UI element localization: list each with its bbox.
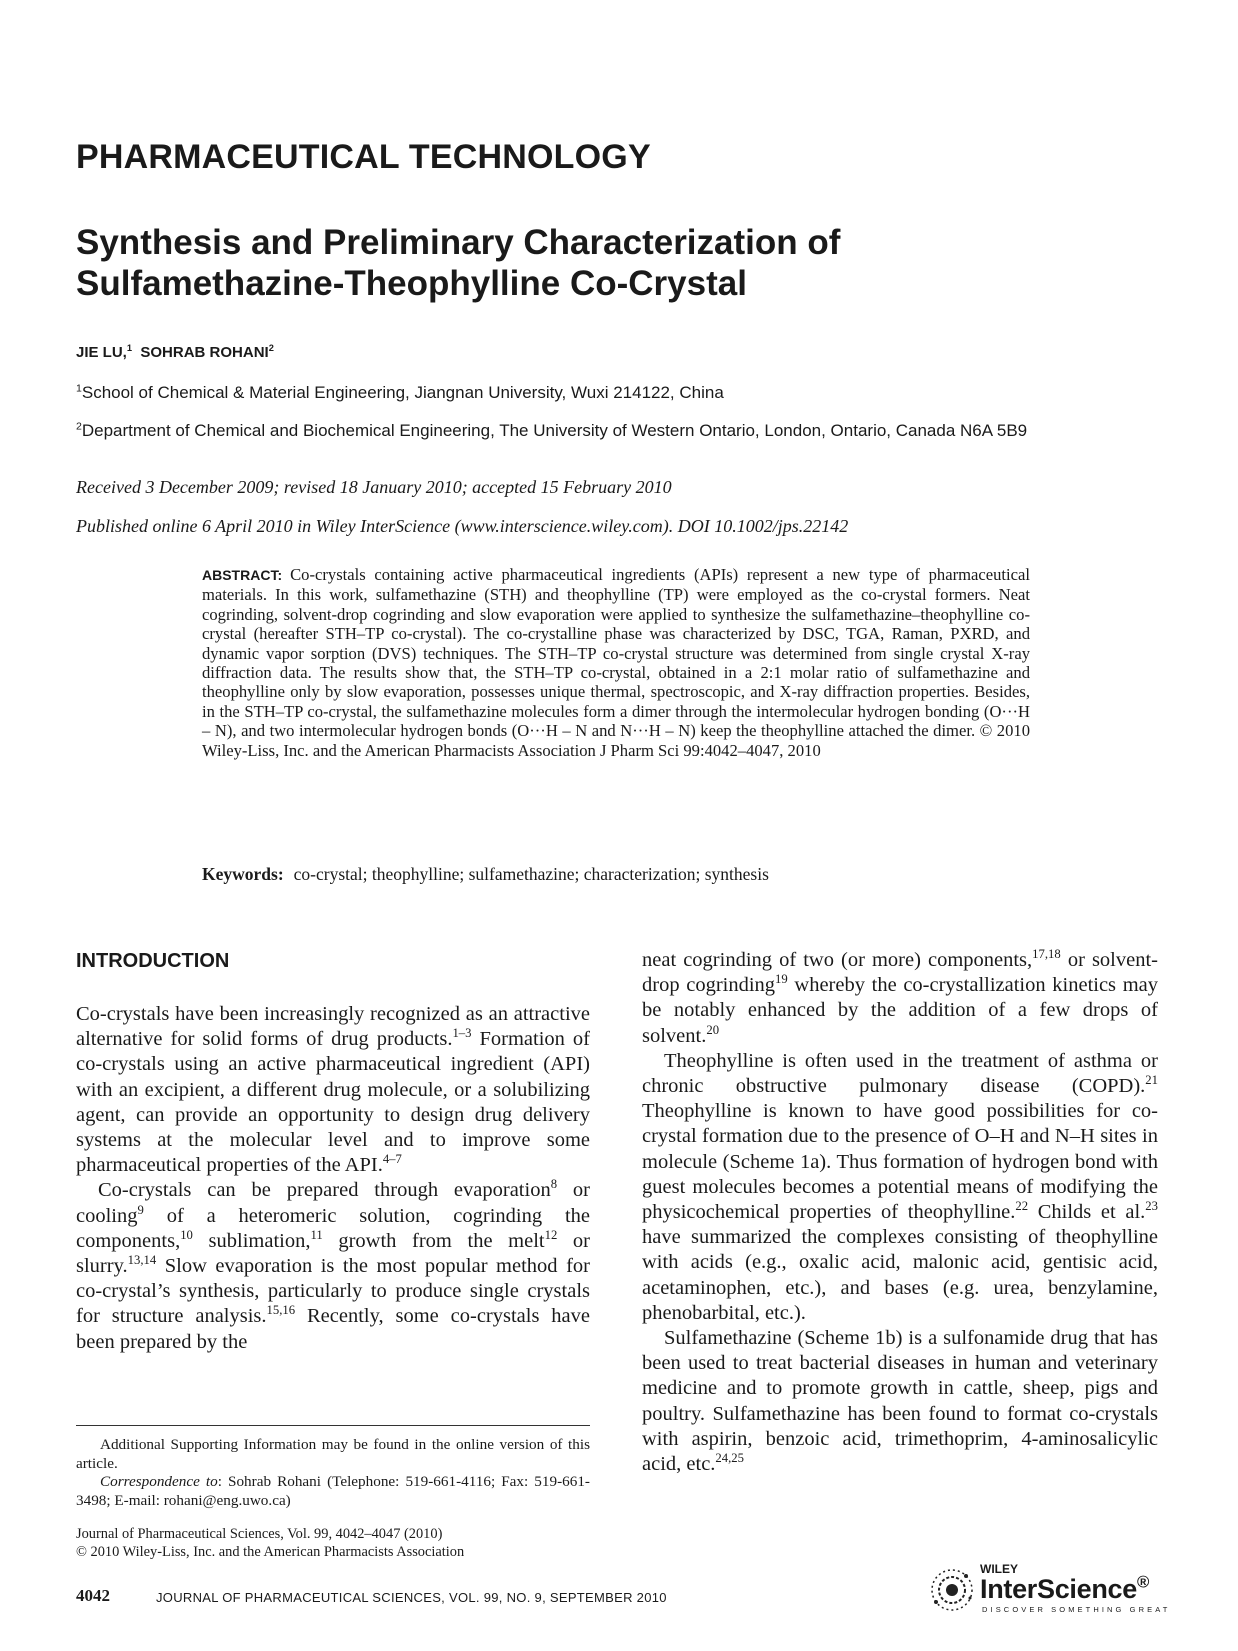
keywords [202, 864, 769, 885]
title-line-2: Sulfamethazine-Theophylline Co-Crystal [76, 264, 747, 303]
footnotes [76, 1436, 590, 1510]
affiliation-text: School of Chemical & Material Engineering, Jiangnan University, Wuxi 214122, China [81, 383, 724, 402]
paragraph: Theophylline is often used in the treatment of asthma or chronic obstructive pulmonary disease (COPD).$^{21}$ Theophylline is known to have good possibilities for co-crystal formation due to the presence of O–H and N–H sites in molecule (Scheme 1a). Thus formation of hydrogen bond with guest molecules becomes a potential means of modifying the physicochemical properties of theophylline.$^{22}$ Childs et al.$^{23}$ have summarized the complexes consisting of theophylline with acids (e.g., oxalic acid, malonic acid, gentisic acid, acetaminophen, etc.), and bases (e.g. urea, benzylamine, phenobarbital, etc.). [642, 1049, 1158, 1324]
affiliation-text: Department of Chemical and Biochemical Engineering, The University of Western Ontario, London, Ontario, Canada N6A 5B9 [81, 421, 1028, 440]
abstract-text: Co-crystals containing active pharmaceutical ingredients (APIs) represent a new type of pharmaceutical materials. In this work, sulfamethazine (STH) and theophylline (TP) were employed as the co-crystal formers. Neat cogrinding, solvent-drop cogrinding and slow evaporation were applied to synthesize the sulfamethazine–theophylline co-crystal (hereafter STH–TP co-crystal). The co-crystalline phase was characterized by DSC, TGA, Raman, PXRD, and dynamic vapor sorption (DVS) techniques. The STH–TP co-crystal structure was determined from single crystal X-ray diffraction data. The results show that, the STH–TP co-crystal, obtained in a 2:1 molar ratio of sulfamethazine and theophylline only by slow evaporation, possesses unique thermal, spectroscopic, and X-ray diffraction properties. Besides, in the STH–TP co-crystal, the sulfamethazine molecules form a dimer through the intermolecular hydrogen bonding (O···H – N), and two intermolecular hydrogen bonds (O···H – N and N···H – N) keep the theophylline attached the dimer. © 2010 Wiley-Liss, Inc. and the American Pharmacists Association J Pharm Sci 99:4042–4047, 2010 [202, 565, 1030, 760]
title-line-1: Synthesis and Preliminary Characterization of [76, 223, 841, 262]
author-sup: 1 [126, 343, 133, 354]
keywords-label: Keywords: [202, 864, 284, 884]
journal-info [76, 1525, 590, 1562]
abstract-label: ABSTRACT: [202, 567, 283, 583]
footnote-supporting: Additional Supporting Information may be found in the online version of this article. [76, 1436, 590, 1472]
paragraph: Co-crystals can be prepared through evaporation$^8$ or cooling$^9$ of a heteromeric solution, cogrinding the components,$^{10}$ sublimation,$^{11}$ growth from the melt$^{12}$ or slurry.$^{13,14}$ Slow evaporation is the most popular method for co-crystal’s synthesis, particularly to produce single crystals for structure analysis.$^{15,16}$ Recently, some co-crystals have been prepared by the [76, 1177, 591, 1353]
article-title [76, 222, 1076, 304]
logo-name: InterScience® [980, 1572, 1150, 1604]
affiliation-sup: 1 [76, 382, 82, 395]
affiliation-1 [76, 383, 724, 403]
journal-citation: Journal of Pharmaceutical Sciences, Vol. 99, 4042–4047 (2010) [76, 1526, 443, 1542]
right-column [642, 948, 1158, 1477]
wiley-globe-icon [932, 1570, 972, 1610]
author-name: JIE LU, [76, 344, 127, 361]
affiliation-2 [76, 421, 1027, 441]
paragraph: Sulfamethazine (Scheme 1b) is a sulfonamide drug that has been used to treat bacterial diseases in human and veterinary medicine and to promote growth in cattle, sheep, pigs and poultry. Sulfamethazine has been found to format co-crystals with aspirin, benzoic acid, trimethoprim, 4-aminosalicylic acid, etc.$^{24,25}$ [642, 1327, 1158, 1476]
author-name: SOHRAB ROHANI [140, 344, 269, 361]
paragraph: Co-crystals have been increasingly recognized as an attractive alternative for solid forms of drug products.$^{1-3}$ Formation of co-crystals using an active pharmaceutical ingredient (API) with an excipient, a different drug molecule, or a solubilizing agent, can provide an opportunity to design drug delivery systems at the molecular level and to improve some pharmaceutical properties of the API.$^{4-7}$ [76, 1003, 590, 1177]
keywords-text: co-crystal; theophylline; sulfamethazine; characterization; synthesis [293, 864, 769, 884]
abstract [202, 565, 1030, 760]
author-sup: 2 [268, 343, 274, 354]
paragraph: neat cogrinding of two (or more) components,$^{17,18}$ or solvent-drop cogrinding$^{19}$ whereby the co-crystallization kinetics may be notably enhanced by the addition of a few drops of solvent.$^{20}$ [642, 947, 1158, 1047]
copyright-notice: © 2010 Wiley-Liss, Inc. and the American Pharmacists Association [76, 1544, 465, 1561]
author-list [76, 344, 274, 361]
logo-tagline: DISCOVER SOMETHING GREAT [982, 1605, 1171, 1614]
section-heading: PHARMACEUTICAL TECHNOLOGY [76, 138, 651, 176]
logo-wiley-text: WILEY [980, 1562, 1018, 1576]
received-dates: Received 3 December 2009; revised 18 January 2010; accepted 15 February 2010 [76, 477, 672, 497]
footnote-correspondence: Correspondence to: Sohrab Rohani (Telephone: 519-661-4116; Fax: 519-661-3498; E-mail: rohani@eng.uwo.ca) [76, 1473, 590, 1509]
page-number: 4042 [76, 1586, 110, 1605]
published-line: Published online 6 April 2010 in Wiley InterScience (www.interscience.wiley.com). DOI 10.1002/jps.22142 [76, 516, 849, 536]
affiliation-sup: 2 [76, 420, 82, 433]
running-head: JOURNAL OF PHARMACEUTICAL SCIENCES, VOL. 99, NO. 9, SEPTEMBER 2010 [156, 1590, 667, 1605]
footnote-divider [76, 1425, 590, 1426]
introduction-heading: INTRODUCTION [76, 950, 230, 972]
left-column [76, 1002, 590, 1355]
